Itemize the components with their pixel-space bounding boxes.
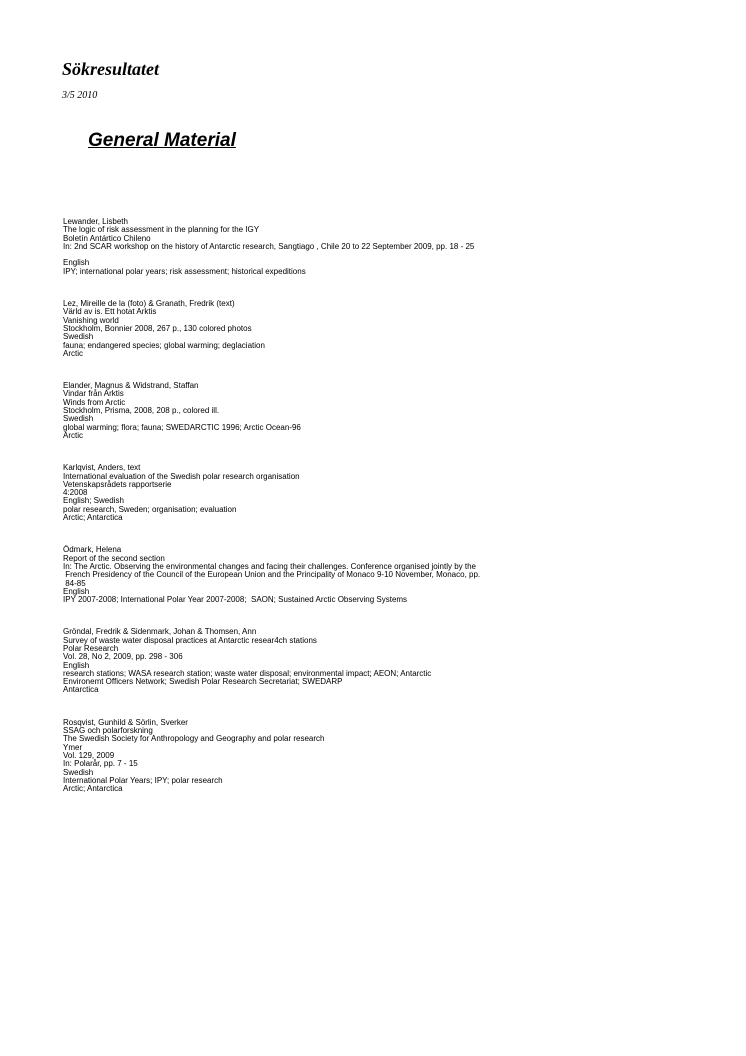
entry-line: In: The Arctic. Observing the environmental changes and facing their challenges. Conference organised jointly by the <box>63 561 476 571</box>
entry-line: Karlqvist, Anders, text <box>63 463 141 473</box>
entry-line: Arctic <box>63 430 83 440</box>
page-date: 3/5 2010 <box>62 90 98 101</box>
bibliography-entry <box>63 218 623 276</box>
entry-line: Värld av is. Ett hotat Arktis <box>63 307 157 317</box>
bibliography-list <box>63 194 623 793</box>
entry-line: English <box>63 258 90 268</box>
entry-line: Polar Research <box>63 643 119 653</box>
entry-line: global warming; flora; fauna; SWEDARCTIC 1996; Arctic Ocean-96 <box>63 422 301 432</box>
bibliography-entry <box>63 464 623 522</box>
entry-line: IPY 2007-2008; International Polar Year 2007-2008; SAON; Sustained Arctic Observing Systems <box>63 595 408 605</box>
entry-line: Rosqvist, Gunhild & Sörlin, Sverker <box>63 717 188 727</box>
entry-line: Stockholm, Bonnier 2008, 267 p., 130 colored photos <box>63 323 252 333</box>
entry-line: Report of the second section <box>63 553 165 563</box>
bibliography-entry <box>63 719 623 794</box>
entry-line: Vanishing world <box>63 315 119 325</box>
entry-line: IPY; international polar years; risk assessment; historical expeditions <box>63 266 306 276</box>
entry-line: Swedish <box>63 767 94 777</box>
entry-line: English <box>63 660 90 670</box>
entry-line: Elander, Magnus & Widstrand, Staffan <box>63 381 199 391</box>
entry-line: fauna; endangered species; global warming; deglaciation <box>63 340 265 350</box>
entry-line: 84-85 <box>63 578 86 588</box>
entry-line: Environemt Officers Network; Swedish Polar Research Secretariat; SWEDARP <box>63 677 343 687</box>
entry-line: The Swedish Society for Anthropology and Geography and polar research <box>63 734 325 744</box>
entry-line: Arctic; Antarctica <box>63 513 123 523</box>
bibliography-entry <box>63 628 623 694</box>
entry-line: Gröndal, Fredrik & Sidenmark, Johan & Thomsen, Ann <box>63 627 257 637</box>
entry-line: International evaluation of the Swedish polar research organisation <box>63 471 300 481</box>
entry-gap <box>63 251 623 259</box>
entry-line: Vetenskapsrådets rapportserie <box>63 479 172 489</box>
entry-line: Lewander, Lisbeth <box>63 217 128 226</box>
page-title: Sökresultatet <box>62 59 160 79</box>
entry-line: Antarctica <box>63 685 99 695</box>
entry-line: Lez, Mireille de la (foto) & Granath, Fredrik (text) <box>63 299 235 309</box>
entry-line: French Presidency of the Council of the European Union and the Principality of Monaco 9-10 November, Monaco, pp. <box>63 570 481 580</box>
entry-line: Vol. 28, No 2, 2009, pp. 298 - 306 <box>63 652 183 662</box>
entry-line: Arctic; Antarctica <box>63 784 123 794</box>
bibliography-entry <box>63 300 623 358</box>
entry-line: English <box>63 586 90 596</box>
entry-line: polar research, Sweden; organisation; evaluation <box>63 504 237 514</box>
entry-line: Boletín Antártico Chileno <box>63 233 151 243</box>
entry-line: research stations; WASA research station; waste water disposal; environmental impact; AEON; Antarctic <box>63 668 432 678</box>
entry-line: Winds from Arctic <box>63 397 126 407</box>
entry-line: SSAG och polarforskning <box>63 726 153 736</box>
bibliography-entry <box>63 382 623 440</box>
bibliography-entry <box>63 546 623 604</box>
section-heading: General Material <box>88 130 236 151</box>
entry-line: Ödmark, Helena <box>63 545 122 555</box>
entry-line: 4:2008 <box>63 488 88 498</box>
entry-line: In: Polarår, pp. 7 - 15 <box>63 759 138 769</box>
entry-line: English; Swedish <box>63 496 124 506</box>
entry-line: International Polar Years; IPY; polar research <box>63 775 223 785</box>
entry-line: In: 2nd SCAR workshop on the history of Antarctic research, Sangtiago , Chile 20 to 22 September 2009, pp. 18 - 25 <box>63 241 475 251</box>
entry-line: Ymer <box>63 742 83 752</box>
entry-line: Swedish <box>63 414 94 424</box>
entry-line: Vol. 129, 2009 <box>63 750 115 760</box>
entry-line: Arctic <box>63 348 83 358</box>
entry-line: The logic of risk assessment in the planning for the IGY <box>63 225 260 235</box>
entry-line: Stockholm, Prisma, 2008, 208 p., colored ill. <box>63 406 220 416</box>
entry-line: Survey of waste water disposal practices at Antarctic resear4ch stations <box>63 635 317 645</box>
entry-line: Vindar från Arktis <box>63 389 124 399</box>
entry-line: Swedish <box>63 332 94 342</box>
